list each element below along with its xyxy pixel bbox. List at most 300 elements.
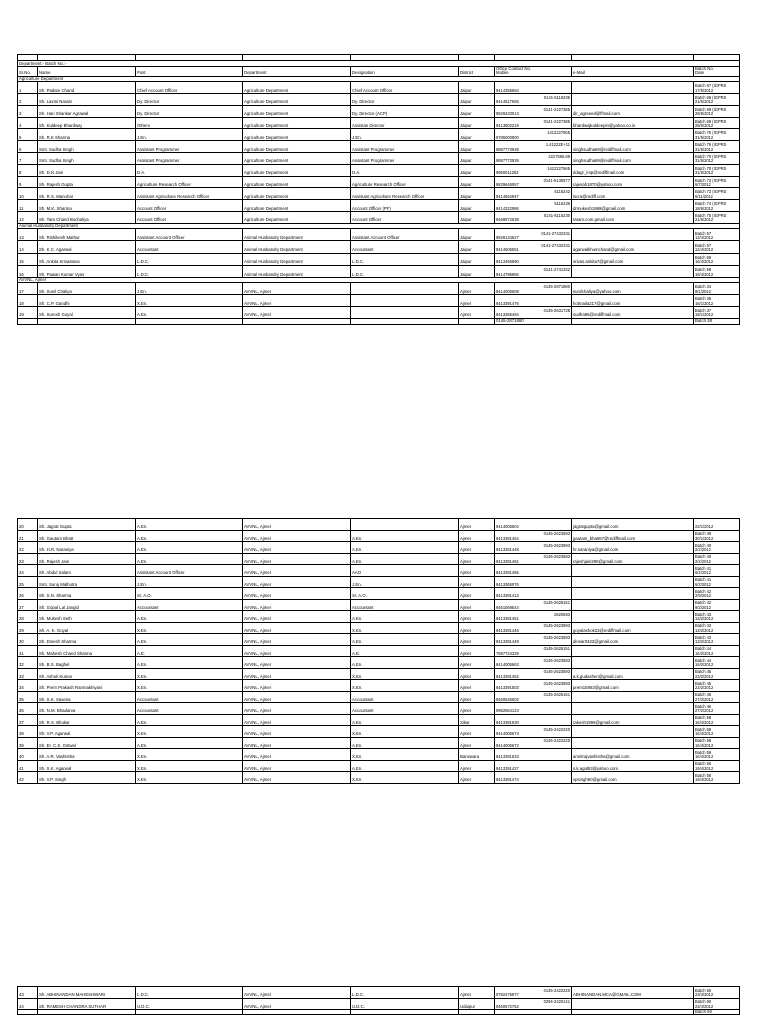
office-contact-no: 0145-2623593 [543,680,570,686]
table-row [18,737,740,749]
cell-department: AVVNL, Ajmer [243,714,351,726]
cell-district: Ajmer [459,645,495,657]
cell-department: AVVNL, Ajmer [243,726,351,738]
cell-sr-no: 22 [18,542,38,554]
cell-email: dinsar0422@gmail.com [572,634,694,646]
mobile-no: 9414005673 [496,731,519,737]
cell-post: Assistant Account Officer [136,565,243,577]
cell-department: Agriculture Department [243,117,351,129]
cell-email [572,82,694,94]
blank-cell [38,318,136,324]
cell-sr-no: 20 [18,519,38,531]
cell-department: AVVNL, Ajmer [243,737,351,749]
cell-department: Agriculture Department [243,188,351,200]
cell-contact-mobile [495,622,572,634]
office-contact-no: 0141-5118335 [543,95,570,100]
mobile-no: 9468872638 [496,217,519,223]
batch-date: 16/4/2012 [695,259,714,265]
staff-table-1 [17,54,740,325]
table-row [18,141,740,153]
cell-department: AVVNL, Ajmer [243,998,351,1010]
batch-no: Batch 73 (IGPRS [695,189,727,195]
cell-name: Sh. Kuldeep Bhardwaj [38,117,136,129]
cell-sr-no: 9 [18,176,38,188]
cell-contact-mobile [495,176,572,188]
mobile-no: 9413391455 [496,570,519,576]
cell-designation: Account Officer (PF) [351,200,459,212]
office-contact-no: 0145-2623593 [543,531,570,537]
cell-district: Ajmer [459,772,495,784]
cell-district: Ajmer [459,691,495,703]
mobile-no: 9413391452 [496,673,519,679]
batch-date: 23/2/2012 [695,685,714,691]
cell-contact-mobile [495,668,572,680]
office-contact-no: 0294-2420141 [543,999,570,1005]
office-contact-no: 0145-2623593 [543,623,570,629]
office-contact-no: 0145-2871880 [495,318,572,324]
cell-email: sunilchaliya@yahoo.com [572,283,694,295]
cell-contact-mobile [495,657,572,669]
cell-name: Sh. ABHINANDAN MAHESHWARI [38,987,136,999]
section-heading: Agriculture Department [18,76,740,81]
batch-no: Batch 43 [695,611,712,617]
cell-post: X.En. [136,760,243,772]
cell-district: Ajmer [459,519,495,531]
cell-post: X.En. [136,726,243,738]
cell-district: Ajmer [459,306,495,318]
batch-no: Batch 37 [695,307,712,313]
cell-post: A.E. [136,645,243,657]
cell-district: Jaipur [459,141,495,153]
cell-district: Jaipur [459,94,495,106]
cell-district: Jaipur [459,164,495,176]
cell-designation: A.En. [351,611,459,623]
cell-name: Sh. Gautam Bhatt [38,530,136,542]
table-row [18,760,740,772]
cell-sr-no: 29 [18,622,38,634]
batch-date: 30/1/2012 [695,535,714,541]
cell-email [572,657,694,669]
batch-no: Batch 68 (IGPRS [695,95,727,100]
batch-date: 16/2/2012 [695,662,714,668]
cell-name: Sh. RAMESH CHANDRA SUTHAR [38,998,136,1010]
cell-sr-no: 32 [18,657,38,669]
cell-district: Ajmer [459,668,495,680]
col-contact-mobile [495,67,572,77]
table-row [18,200,740,212]
office-contact-no: 0141-2227385 [543,106,570,112]
table-row [18,82,740,94]
cell-name: Sh. Sunil Chaliya [38,283,136,295]
mobile-no: 9414322986 [496,205,519,211]
cell-name: Sh. R.K Sharma [38,129,136,141]
blank-cell [495,1010,572,1015]
cell-district: Ajmer [459,760,495,772]
cell-name: Sh. R.S. Manohar [38,188,136,200]
table-row [18,306,740,318]
table-row [18,998,740,1010]
table-row [18,188,740,200]
cell-batch-date [694,129,740,141]
cell-batch-date [694,772,740,784]
mobile-no: 9414005663 [496,662,519,668]
office-contact-no: 0141-2227385 [543,118,570,124]
cell-email: vpsingh60@gmail.com [572,772,694,784]
cell-designation: X.En. [351,680,459,692]
cell-contact-mobile [495,645,572,657]
cell-district: Ajmer [459,530,495,542]
office-contact-no: 0141-27432331 [541,242,570,248]
cell-sr-no: 6 [18,141,38,153]
col-mobile: Mobile [496,70,509,76]
cell-department: AVVNL, Ajmer [243,295,351,307]
cell-email [572,703,694,715]
table-row [18,229,740,241]
cell-district: Jaipur [459,253,495,265]
batch-date: 28/5/2012 [695,123,714,128]
cell-department: AVVNL, Ajmer [243,530,351,542]
cell-department: Animal Husbandry Department [243,265,351,277]
mobile-no: 9413391451 [496,616,519,622]
mobile-no: 9460572752 [496,1003,519,1009]
cell-department: AVVNL, Ajmer [243,772,351,784]
cell-post: X.En. [136,668,243,680]
cell-contact-mobile [495,117,572,129]
office-contact-no: 1412227565 [547,130,570,136]
cell-batch-date [694,519,740,531]
batch-no: Batch 36 [695,296,712,302]
cell-name: Sh. V.P. Singh [38,772,136,784]
mobile-no: 9460545602 [496,696,519,702]
cell-designation: A.E. [351,645,459,657]
office-contact-no: 0141-2741332 [543,267,570,273]
mobile-no: 9413902219 [496,123,519,128]
cell-post: A.En. [136,611,243,623]
mobile-no: 9413391413 [496,593,519,599]
cell-district: Udaipur [459,998,495,1010]
batch-no: Batch 69 (IGPRS [695,118,727,124]
cell-district: Jaipur [459,265,495,277]
cell-department: AVVNL, Ajmer [243,519,351,531]
cell-post: Dy. Director [136,94,243,106]
office-contact-no: 0145-2422220 [543,738,570,744]
cell-designation: A.En. [351,760,459,772]
cell-sr-no: 33 [18,668,38,680]
cell-designation: Accountant [351,241,459,253]
cell-contact-mobile [495,576,572,588]
batch-no: Batch 43 [695,634,712,640]
cell-designation: Dy. Director [351,94,459,106]
batch-date: 31/5/2012 [695,134,714,140]
cell-contact-mobile [495,749,572,761]
mobile-no: 9782475977 [496,992,519,998]
mobile-no: 9413391448 [496,547,519,553]
mobile-no: 9413391481 [496,558,519,564]
cell-batch-date [694,737,740,749]
table-row [18,657,740,669]
mobile-no: 9413391445 [496,627,519,633]
batch-date: 6/11/2012 [695,193,713,199]
cell-batch-date [694,530,740,542]
mobile-no: 9413391530 [496,719,519,725]
cell-name: Sh. M.K. Sharma [38,200,136,212]
cell-contact-mobile [495,188,572,200]
cell-designation [351,283,459,295]
cell-post: Account Officer [136,200,243,212]
blank-cell [38,1010,136,1015]
cell-department: AVVNL, Ajmer [243,611,351,623]
office-contact-no: 0145-2422220 [543,726,570,732]
cell-district: Jaipur [459,229,495,241]
section-2 [17,518,739,784]
cell-contact-mobile [495,200,572,212]
table-row [18,265,740,277]
batch-date: 16/2/2012 [695,650,714,656]
cell-district: Ajmer [459,703,495,715]
cell-contact-mobile [495,253,572,265]
table-row [18,553,740,565]
cell-batch-date [694,668,740,680]
mobile-no: 9414005672 [496,742,519,748]
mobile-no: 9785000900 [496,134,519,140]
blank-cell [459,1010,495,1015]
table-row [18,680,740,692]
office-contact-no: 0145-2625151 [543,692,570,698]
cell-contact-mobile [495,153,572,165]
batch-date: 2/2/2012 [695,547,711,553]
cell-post: L.D.C. [136,253,243,265]
cell-post: Assistant Programmer [136,153,243,165]
cell-batch-date [694,306,740,318]
batch-date: 12/4/2012 [695,234,714,240]
table-row [18,987,740,999]
cell-designation: X.En. [351,749,459,761]
cell-name: Sh. Mukesh Seth [38,611,136,623]
office-contact-no: 0141-27432331 [541,230,570,236]
cell-designation: Agriculture Research Officer [351,176,459,188]
cell-department: AVVNL, Ajmer [243,657,351,669]
cell-contact-mobile [495,772,572,784]
batch-no: Batch 44 [695,646,712,652]
mobile-no: 9413466590 [496,259,519,265]
table-row [18,622,740,634]
cell-district: Ajmer [459,611,495,623]
cell-name: Sh. S.K. Saxena [38,691,136,703]
table-row [18,153,740,165]
cell-batch-date [694,265,740,277]
cell-name: Sh. Pawan Kumar Vyas [38,265,136,277]
cell-contact-mobile [495,530,572,542]
mobile-no: 9413365494 [496,312,519,318]
cell-batch-date [694,553,740,565]
table-row [18,542,740,554]
cell-designation: L.D.C. [351,265,459,277]
table-row [18,668,740,680]
office-contact-no: 1412227565 [547,165,570,171]
cell-post: A.En. [136,737,243,749]
cell-email: drmukesh1969@gmail.com [572,200,694,212]
cell-name: Sh. A.R. Vashistha [38,749,136,761]
cell-contact-mobile [495,265,572,277]
blank-cell [136,1010,243,1015]
cell-sr-no: 25 [18,576,38,588]
cell-name: Sh. N.M. Bhadarva [38,703,136,715]
cell-sr-no: 21 [18,530,38,542]
cell-name: Smt. Suroj Malhotra [38,576,136,588]
staff-table-3 [17,986,740,1015]
blank-cell [351,1010,459,1015]
cell-name: Smt. Sudha Singh [38,141,136,153]
col-email: e-Mail [572,67,694,77]
batch-no: Batch 42 [695,600,712,606]
document-title: Department:- Batch No.:- [18,61,740,67]
cell-contact-mobile [495,229,572,241]
section-1 [17,54,739,325]
cell-email: s.k.agal53@yahoo.com [572,760,694,772]
table-row [18,318,740,324]
cell-contact-mobile [495,283,572,295]
section-heading: AVVNL, Ajmer [18,277,740,282]
cell-name: Sh. Dinesh Sharma [38,634,136,646]
cell-contact-mobile [495,306,572,318]
cell-department: Agriculture Department [243,211,351,223]
batch-no: Batch 60 [695,999,712,1005]
cell-sr-no: 12 [18,211,38,223]
mobile-no: 9414355694 [496,87,519,93]
mobile-no: 9414562947 [496,193,519,199]
office-contact-no: 0145-2625151 [543,600,570,606]
cell-email [572,691,694,703]
cell-department: AVVNL, Ajmer [243,542,351,554]
cell-batch-date [694,565,740,577]
mobile-no: 9950011263 [496,170,519,176]
cell-batch-date [694,295,740,307]
cell-designation: A.En. [351,530,459,542]
office-contact-no: 5116242 [554,189,570,195]
cell-post: Accountant [136,703,243,715]
mobile-no: 9829646067 [496,181,519,187]
cell-district: Ajmer [459,987,495,999]
cell-sr-no: 2 [18,94,38,106]
batch-no: Batch 40 [695,554,712,560]
blank-cell [18,318,38,324]
cell-district: Ajmer [459,542,495,554]
batch-no: Batch 41 [695,565,712,571]
cell-department: Agriculture Department [243,200,351,212]
cell-post: Accountant [136,241,243,253]
cell-contact-mobile [495,105,572,117]
cell-email: ddagr_imp@rediffmail.com [572,164,694,176]
cell-district: Jaipur [459,176,495,188]
mobile-no: 9928134627 [496,234,519,240]
batch-no: Batch 38 [694,318,740,324]
batch-date: 23/4/2012 [695,992,714,998]
cell-department: AVVNL, Ajmer [243,703,351,715]
cell-sr-no: 8 [18,164,38,176]
cell-sr-no: 26 [18,588,38,600]
cell-email [572,229,694,241]
cell-sr-no: 28 [18,611,38,623]
cell-email [572,265,694,277]
cell-batch-date [694,164,740,176]
batch-date: 13/2/2012 [695,627,714,633]
cell-designation: L.D.C. [351,253,459,265]
cell-batch-date [694,680,740,692]
col-name: Name [38,67,136,77]
cell-designation: Sr. A.O. [351,588,459,600]
table-row [18,565,740,577]
cell-name: Sh. K.C. Agarwal [38,241,136,253]
batch-no: Batch 58 [695,738,712,744]
batch-no: Batch 56 [695,761,712,767]
cell-sr-no: 18 [18,295,38,307]
cell-batch-date [694,634,740,646]
cell-batch-date [694,726,740,738]
batch-no: Batch 39 [695,531,712,537]
cell-district: Ajmer [459,576,495,588]
batch-no: Batch 72 (IGPRS [695,177,727,183]
cell-email: rajeshjain290@gmail.com [572,553,694,565]
cell-post: L.D.C. [136,265,243,277]
cell-department: Agriculture Department [243,164,351,176]
batch-date: 23/1/2012 [695,524,714,530]
mobile-no: 9982554123 [496,708,519,714]
cell-department: AVVNL, Ajmer [243,987,351,999]
cell-district: Ajmer [459,680,495,692]
batch-no: Batch 45 [695,669,712,675]
batch-no: Batch 43 [695,623,712,629]
office-contact-no: 0145-2623593 [543,542,570,548]
cell-batch-date [694,576,740,588]
batch-date: 6/7/2012 [695,181,711,187]
batch-no: Batch 60 [695,987,712,993]
cell-post: A.En. [136,542,243,554]
blank-cell [18,1010,38,1015]
cell-post: A.En. [136,519,243,531]
cell-post: A.En. [136,553,243,565]
cell-sr-no: 24 [18,565,38,577]
cell-designation: Account Officer [351,211,459,223]
cell-designation: J.En. [351,129,459,141]
cell-name: Sh. Suresh Goyal [38,306,136,318]
col-date: Date [695,70,705,76]
cell-name: Sh. V.P. Agarwal [38,726,136,738]
cell-designation: Accountant [351,691,459,703]
staff-table-2 [17,518,740,784]
cell-batch-date [694,714,740,726]
batch-no: Batch 46 [695,703,712,709]
mobile-no: 9828433013 [496,111,519,117]
cell-district: Ajmer [459,295,495,307]
cell-contact-mobile [495,998,572,1010]
batch-no: Batch 58 [695,267,712,273]
cell-district: Ajmer [459,588,495,600]
cell-name: Sh. Hari Shankar Agrawal [38,105,136,117]
cell-email: prem15953@gmail.com [572,680,694,692]
cell-sr-no: 4 [18,117,38,129]
cell-sr-no: 31 [18,645,38,657]
col-batch-date [694,67,740,77]
cell-contact-mobile [495,611,572,623]
office-contact-no: 0141-5116230 [543,212,570,218]
batch-no: Batch 74 (IGPRS [695,201,727,207]
cell-department: AVVNL, Ajmer [243,634,351,646]
cell-name: Sh. Abdul Salam [38,565,136,577]
cell-batch-date [694,200,740,212]
cell-email: goyalashok23@rediffmail.com [572,622,694,634]
cell-contact-mobile [495,164,572,176]
office-contact-no: 5116236 [554,201,570,207]
